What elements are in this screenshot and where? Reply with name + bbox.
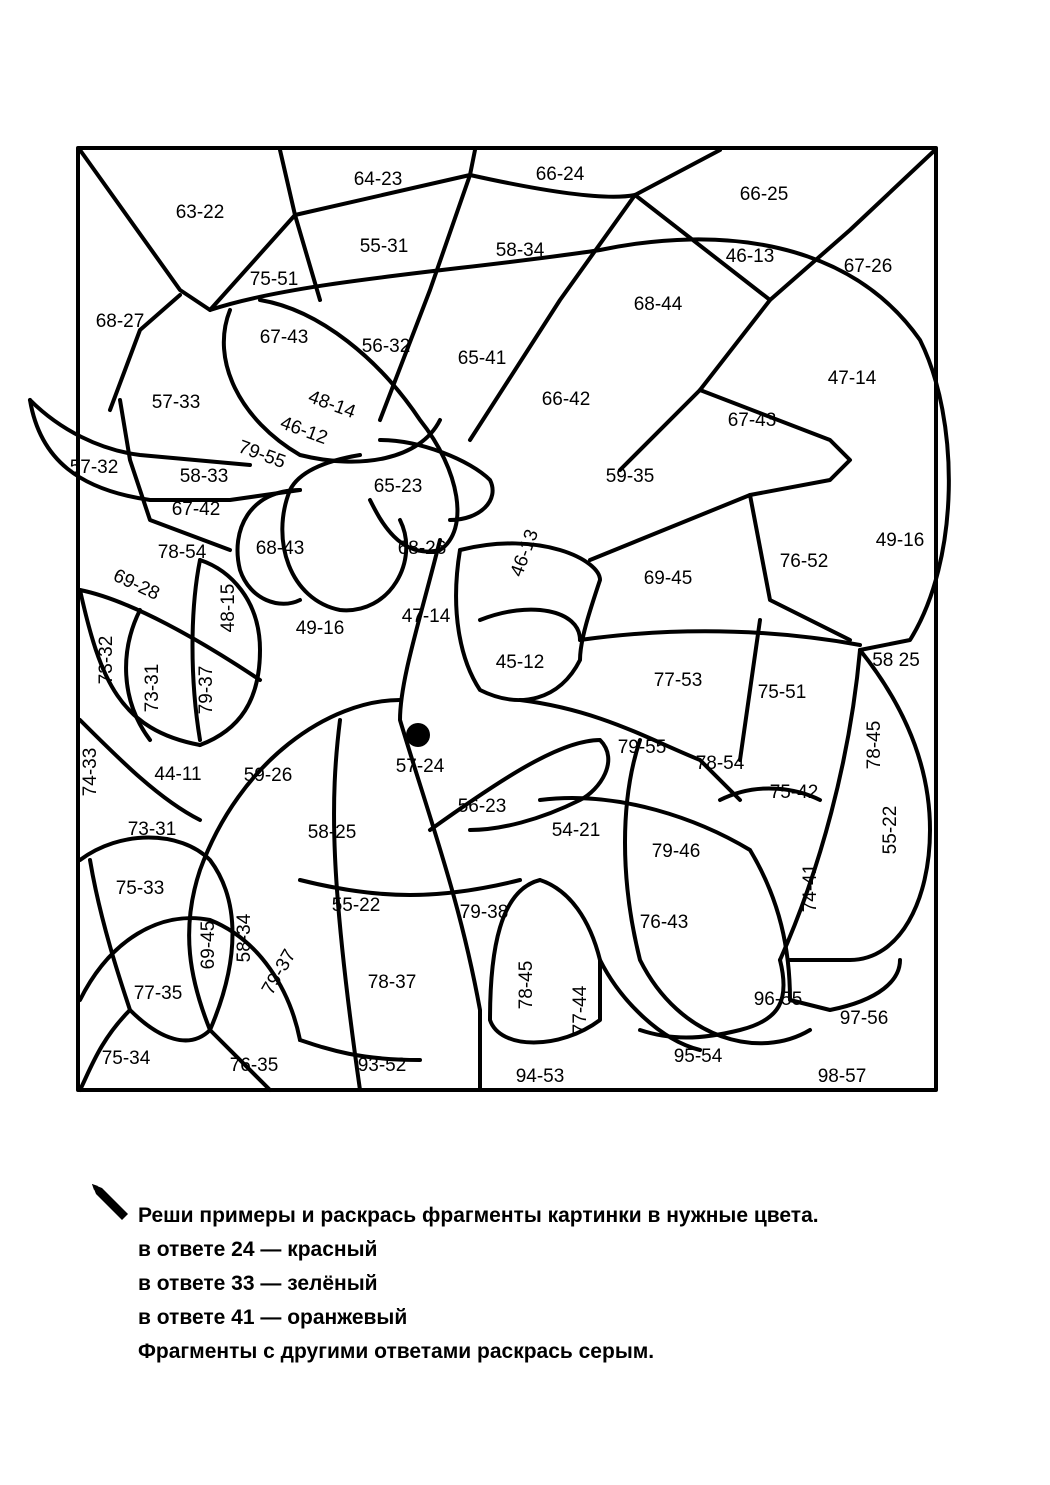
label: 78-54 xyxy=(695,753,745,774)
label: 75-51 xyxy=(757,682,807,703)
label: 78-37 xyxy=(367,972,417,993)
label: 66-24 xyxy=(535,164,585,185)
label: 56-23 xyxy=(457,796,507,817)
label: 98-57 xyxy=(817,1066,867,1087)
label: 49-16 xyxy=(295,618,345,639)
label: 68-44 xyxy=(633,294,683,315)
label: 95-54 xyxy=(673,1046,723,1067)
label: 59-26 xyxy=(243,765,293,786)
label: 68-27 xyxy=(95,311,145,332)
label: 77-44 xyxy=(570,985,591,1035)
label: 78-54 xyxy=(157,542,207,563)
label: 73-31 xyxy=(142,663,163,713)
label: 69-45 xyxy=(198,920,219,970)
label: 46-13 xyxy=(506,526,544,580)
label: 76-52 xyxy=(779,551,829,572)
label: 58-34 xyxy=(495,240,545,261)
eye-dot xyxy=(406,723,430,747)
label: 47-14 xyxy=(827,368,877,389)
region-outlines xyxy=(30,148,949,1090)
label: 79-46 xyxy=(651,841,701,862)
label: 55-31 xyxy=(359,236,409,257)
label: 68-43 xyxy=(255,538,305,559)
label: 94-53 xyxy=(515,1066,565,1087)
instruction-gray: Фрагменты с другими ответами раскрась серым. xyxy=(138,1340,655,1363)
label: 58-25 xyxy=(307,822,357,843)
label: 78-45 xyxy=(864,720,885,770)
pencil-icon xyxy=(88,1180,132,1224)
instruction-orange: в ответе 41 — оранжевый xyxy=(138,1306,408,1329)
label: 49-16 xyxy=(875,530,925,551)
label: 69-45 xyxy=(643,568,693,589)
label: 46-12 xyxy=(277,412,331,450)
label: 79-37 xyxy=(257,945,301,999)
instruction-green: в ответе 33 — зелёный xyxy=(138,1272,378,1295)
label: 67-42 xyxy=(171,499,221,520)
label: 76-43 xyxy=(639,912,689,933)
label: 75-42 xyxy=(769,782,819,803)
label: 58-33 xyxy=(179,466,229,487)
label: 75-51 xyxy=(249,269,299,290)
label: 54-21 xyxy=(551,820,601,841)
label: 59-35 xyxy=(605,466,655,487)
label: 47-14 xyxy=(401,606,451,627)
label: 79-55 xyxy=(235,436,289,474)
label: 58 25 xyxy=(872,650,920,671)
label: 64-23 xyxy=(353,169,403,190)
label: 58-34 xyxy=(234,913,255,963)
label: 48-15 xyxy=(218,583,239,633)
label: 44-11 xyxy=(154,764,202,785)
label: 55-22 xyxy=(880,805,901,855)
label: 57-33 xyxy=(151,392,201,413)
label: 77-35 xyxy=(133,983,183,1004)
label: 97-56 xyxy=(839,1008,889,1029)
label: 69-28 xyxy=(109,565,163,605)
label: 75-33 xyxy=(115,878,165,899)
label: 65-41 xyxy=(457,348,507,369)
label: 68-26 xyxy=(397,538,447,559)
label: 79-55 xyxy=(617,737,667,758)
label: 77-53 xyxy=(653,670,703,691)
instruction-red: в ответе 24 — красный xyxy=(138,1238,378,1261)
label: 96-55 xyxy=(753,989,803,1010)
label: 45-12 xyxy=(495,652,545,673)
label: 74-41 xyxy=(800,863,821,913)
label: 66-25 xyxy=(739,184,789,205)
label: 66-42 xyxy=(541,389,591,410)
label: 67-26 xyxy=(843,256,893,277)
label: 79-37 xyxy=(196,665,217,715)
label: 46-13 xyxy=(725,246,775,267)
label: 65-23 xyxy=(373,476,423,497)
instruction-main: Реши примеры и раскрась фрагменты картинки в нужные цвета. xyxy=(138,1204,819,1227)
label: 79-38 xyxy=(459,902,509,923)
label: 55-22 xyxy=(331,895,381,916)
label: 75-34 xyxy=(101,1048,151,1069)
label: 78-45 xyxy=(516,960,537,1010)
label: 67-43 xyxy=(259,327,309,348)
label: 48-14 xyxy=(305,386,359,424)
label: 73-31 xyxy=(127,819,177,840)
label: 76-35 xyxy=(229,1055,279,1076)
label: 56-32 xyxy=(361,336,411,357)
label: 67-43 xyxy=(727,410,777,431)
label: 63-22 xyxy=(175,202,225,223)
label: 57-32 xyxy=(69,457,119,478)
label: 57-24 xyxy=(395,756,445,777)
label: 73-32 xyxy=(96,635,117,685)
label: 93-52 xyxy=(357,1055,407,1076)
label: 74-33 xyxy=(80,747,101,797)
